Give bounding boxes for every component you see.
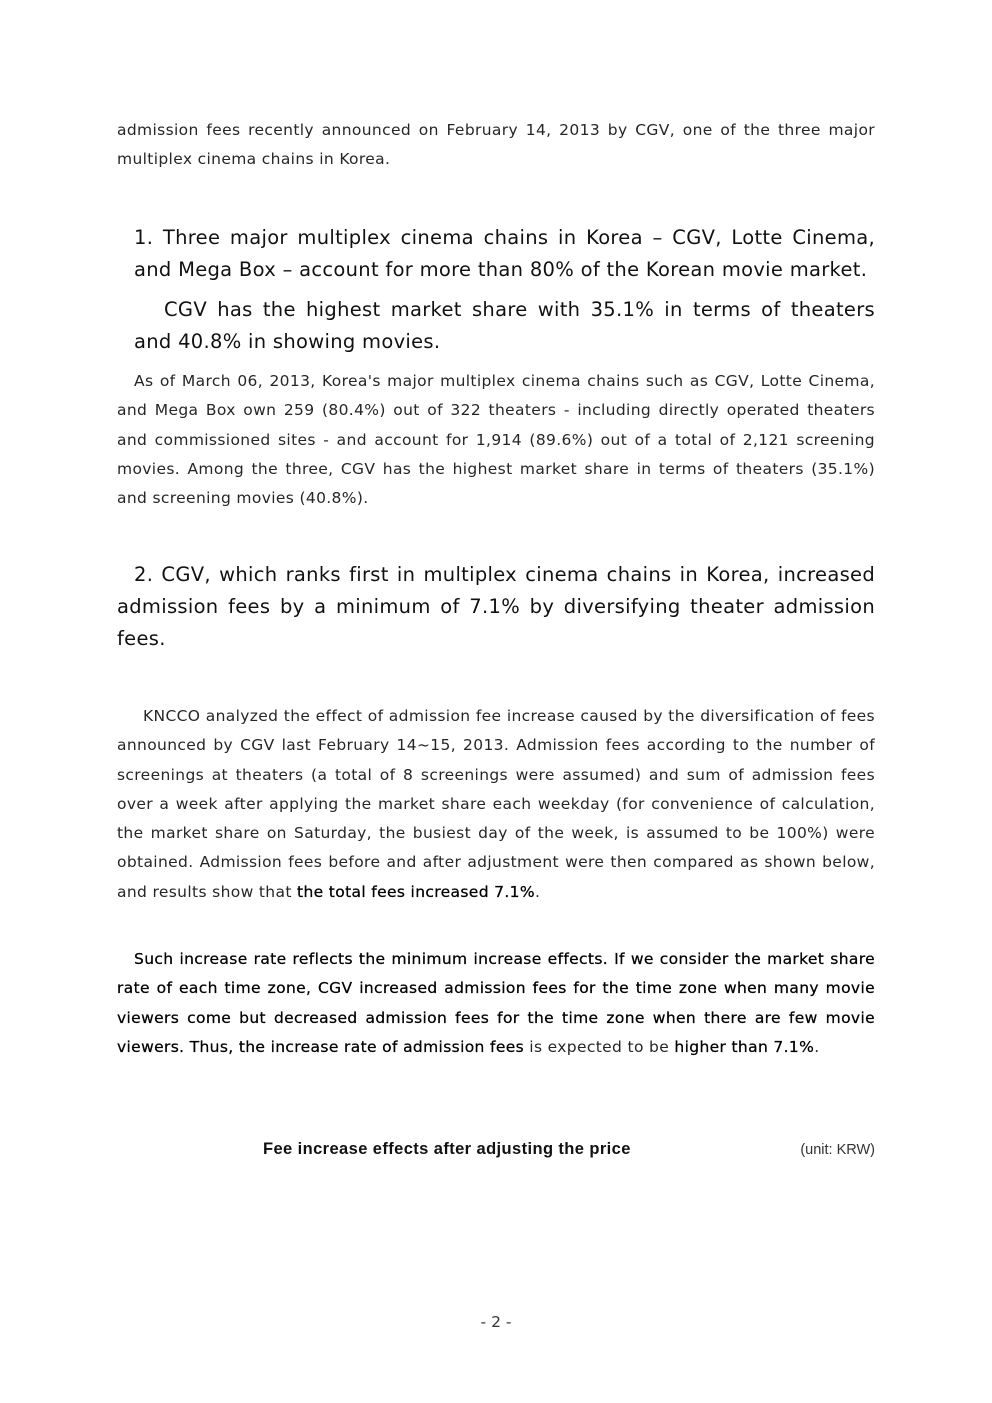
table-caption (117, 1140, 875, 1164)
section-2-heading: 2. CGV, which ranks first in multiplex cinema chains in Korea, increased admission fees by a minimum of 7.1% by diversifying theater admission fees. (117, 563, 875, 650)
increase-strong-text: Such increase rate reflects the minimum increase effects. If we consider the market share rate of each time zone, CGV increased admission fees for the time zone when many movie viewers come but decreased admission fees for the time zone when there are few movie viewers. Thus, the increase rate of admission fees (117, 950, 875, 1056)
analysis-emphasis: the total fees increased 7.1% (297, 882, 535, 901)
increase-end: . (814, 1037, 820, 1056)
analysis-end: . (534, 882, 541, 901)
table-caption-unit: (unit: KRW) (800, 1142, 875, 1158)
section-1-heading: 1. Three major multiplex cinema chains in Korea – CGV, Lotte Cinema, and Mega Box – account for more than 80% of the Korean movie market. (134, 226, 875, 281)
page-number: - 2 - (480, 1313, 512, 1331)
increase-emphasis: higher than 7.1% (674, 1037, 815, 1056)
intro-paragraph: admission fees recently announced on February 14, 2013 by CGV, one of the three major multiplex cinema chains in Korea. (117, 121, 875, 169)
analysis-paragraph (117, 702, 875, 907)
increase-plain-text: is expected to be (529, 1037, 670, 1056)
table-caption-title: Fee increase effects after adjusting the price (263, 1140, 631, 1158)
increase-paragraph (117, 945, 875, 1062)
analysis-body-text: KNCCO analyzed the effect of admission fee increase caused by the diversification of fees announced by CGV last February 14~15, 2013. Admission fees according to the number of screenings at theaters (a total of 8 screenings were assumed) and sum of admission fees over a week after applying the market share each weekday (for convenience of calculation, the market share on Saturday, the busiest day of the week, is assumed to be 100%) were obtained. Admission fees before and after adjustment were then compared as shown below, and results show that (117, 707, 875, 901)
section-1-subheading: CGV has the highest market share with 35.1% in terms of theaters and 40.8% in showing movies. (134, 298, 875, 353)
section-1-body: As of March 06, 2013, Korea's major multiplex cinema chains such as CGV, Lotte Cinema, and Mega Box own 259 (80.4%) out of 322 theaters - including directly operated theaters and commissioned sites - and account for 1,914 (89.6%) out of a total of 2,121 screening movies. Among the three, CGV has the highest market share in terms of theaters (35.1%) and screening movies (40.8%). (117, 372, 875, 508)
